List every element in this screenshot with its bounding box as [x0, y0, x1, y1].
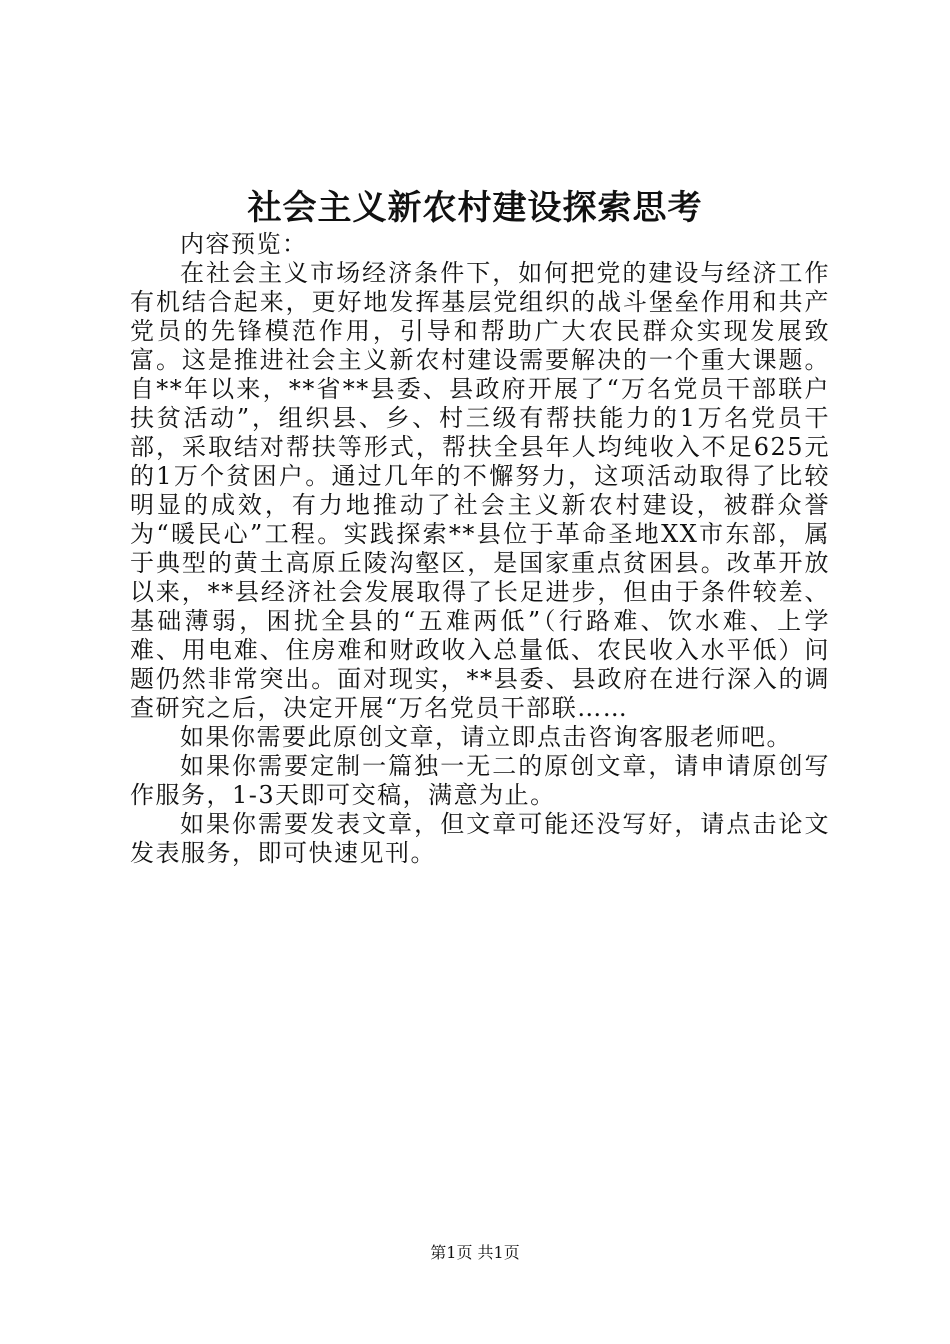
consult-paragraph: 如果你需要此原创文章，请立即点击咨询客服老师吧。 [180, 723, 792, 751]
document-body [130, 230, 830, 868]
custom-writing-paragraph: 如果你需要定制一篇独一无二的原创文章，请申请原创写作服务，1-3天即可交稿，满意为止。 [130, 752, 830, 809]
main-paragraph: 在社会主义市场经济条件下，如何把党的建设与经济工作有机结合起来，更好地发挥基层党组织的战斗堡垒作用和共产党员的先锋模范作用，引导和帮助广大农民群众实现发展致富。这是推进社会主义新农村建设需要解决的一个重大课题。自**年以来，**省**县委、县政府开展了“万名党员干部联户扶贫活动”，组织县、乡、村三级有帮扶能力的1万名党员干部，采取结对帮扶等形式，帮扶全县年人均纯收入不足625元的1万个贫困户。通过几年的不懈努力，这项活动取得了比较明显的成效，有力地推动了社会主义新农村建设，被群众誉为“暖民心”工程。实践探索**县位于革命圣地XX市东部，属于典型的黄土高原丘陵沟壑区，是国家重点贫困县。改革开放以来，**县经济社会发展取得了长足进步，但由于条件较差、基础薄弱，困扰全县的“五难两低”（行路难、饮水难、上学难、用电难、住房难和财政收入总量低、农民收入水平低）问题仍然非常突出。面对现实，**县委、县政府在进行深入的调查研究之后，决定开展“万名党员干部联…… [130, 259, 830, 722]
preview-label: 内容预览： [180, 230, 308, 258]
document-title: 社会主义新农村建设探索思考 [247, 188, 703, 228]
page-number-footer: 第1页 共1页 [430, 1243, 520, 1262]
publish-paragraph: 如果你需要发表文章，但文章可能还没写好，请点击论文发表服务，即可快速见刊。 [130, 810, 830, 867]
